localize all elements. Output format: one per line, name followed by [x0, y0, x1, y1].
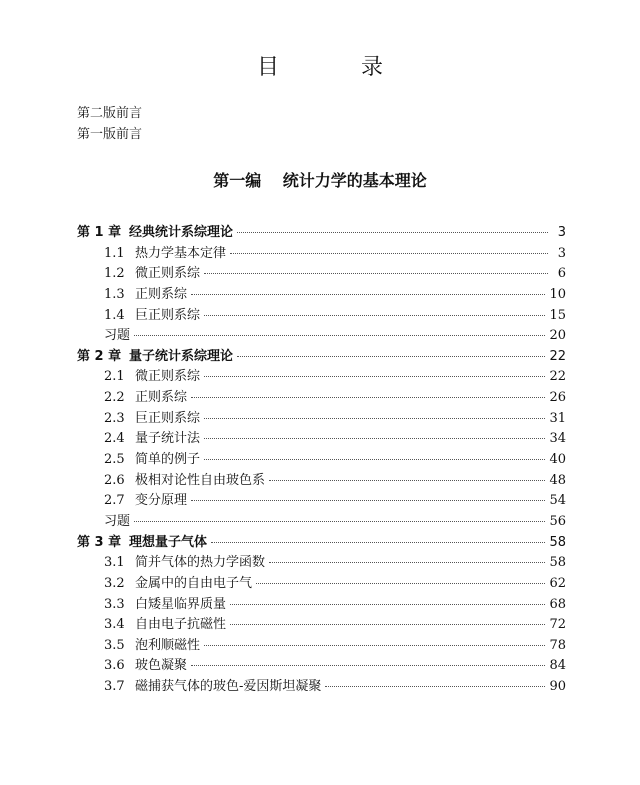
toc-entry-label: 习题 [104, 328, 131, 344]
toc-entry-label: 习题 [104, 513, 131, 529]
dot-leader [134, 334, 545, 336]
toc-section-row[interactable] [77, 242, 566, 263]
toc-entry-number: 2.4 [104, 431, 125, 447]
dot-leader [325, 685, 545, 687]
toc-entry-number: 3.5 [104, 637, 125, 653]
toc-entry-label: 泡利顺磁性 [135, 637, 201, 653]
dot-leader [204, 314, 545, 316]
toc-page-number: 78 [549, 637, 566, 653]
toc-entry-label: 自由电子抗磁性 [135, 617, 227, 633]
toc-entry-number: 1.2 [104, 266, 125, 282]
toc-page-number: 3 [557, 245, 566, 261]
dot-leader [256, 582, 545, 584]
page-title: 目 录 [256, 55, 413, 80]
toc-page-number: 22 [549, 348, 566, 364]
toc-entry-number: 3.1 [104, 555, 125, 571]
toc-entry-number: 3.3 [104, 596, 125, 612]
dot-leader [204, 417, 545, 419]
toc-page-number: 3 [557, 225, 566, 240]
toc-entry-number: 第 2 章 [77, 348, 122, 364]
toc-entry-label: 正则系综 [135, 286, 188, 302]
toc-page-number: 10 [549, 286, 566, 302]
toc-chapter-row[interactable] [77, 345, 566, 366]
table-of-contents [77, 221, 566, 696]
toc-entry-label: 量子统计法 [135, 431, 201, 447]
toc-entry-label: 金属中的自由电子气 [135, 575, 253, 591]
toc-section-row[interactable] [77, 283, 566, 304]
dot-leader [230, 623, 545, 625]
toc-section-row[interactable] [77, 489, 566, 510]
dot-leader [204, 437, 545, 439]
toc-entry-label: 热力学基本定律 [135, 245, 227, 261]
toc-page-number: 31 [549, 410, 566, 426]
dot-leader [204, 272, 548, 274]
preface-first-edition[interactable]: 第一版前言 [77, 127, 143, 142]
toc-section-row[interactable] [77, 407, 566, 428]
toc-section-row[interactable] [77, 469, 566, 490]
toc-entry-number: 1.3 [104, 286, 125, 302]
toc-entry-label: 理想量子气体 [129, 534, 208, 550]
toc-section-row[interactable] [77, 634, 566, 655]
toc-entry-number: 3.6 [104, 658, 125, 674]
toc-section-row[interactable] [77, 572, 566, 593]
dot-leader [204, 644, 545, 646]
dot-leader [230, 252, 548, 254]
toc-entry-label: 玻色凝聚 [135, 658, 188, 674]
toc-entry-label: 量子统计系综理论 [129, 348, 234, 364]
dot-leader [191, 293, 545, 295]
toc-entry-label: 磁捕获气体的玻色-爱因斯坦凝聚 [135, 679, 322, 695]
toc-entry-number: 第 3 章 [77, 534, 122, 550]
toc-page-number: 20 [549, 328, 566, 344]
toc-section-row[interactable] [77, 386, 566, 407]
toc-section-row[interactable] [77, 551, 566, 572]
toc-page-number: 62 [549, 575, 566, 591]
toc-entry-number: 第 1 章 [77, 225, 122, 240]
toc-section-row[interactable] [77, 304, 566, 325]
toc-page-number: 15 [549, 307, 566, 323]
toc-exercise-row[interactable] [77, 510, 566, 531]
toc-page-number: 84 [549, 658, 566, 674]
toc-exercise-row[interactable] [77, 324, 566, 345]
dot-leader [237, 355, 545, 357]
dot-leader [269, 479, 545, 481]
toc-page-number: 22 [549, 369, 566, 385]
toc-entry-number: 1.1 [104, 245, 125, 261]
toc-section-row[interactable] [77, 262, 566, 283]
toc-page-number: 90 [549, 679, 566, 695]
toc-entry-number: 2.1 [104, 369, 125, 385]
toc-page-number: 48 [549, 472, 566, 488]
toc-page-number: 6 [557, 266, 566, 282]
toc-entry-number: 2.5 [104, 452, 125, 468]
toc-section-row[interactable] [77, 654, 566, 675]
dot-leader [204, 375, 545, 377]
toc-entry-number: 3.4 [104, 617, 125, 633]
toc-entry-label: 微正则系综 [135, 266, 201, 282]
toc-page-number: 40 [549, 452, 566, 468]
toc-entry-number: 2.3 [104, 410, 125, 426]
toc-entry-label: 白矮星临界质量 [135, 596, 227, 612]
toc-section-row[interactable] [77, 365, 566, 386]
toc-page-number: 58 [549, 534, 566, 550]
toc-entry-label: 巨正则系综 [135, 307, 201, 323]
dot-leader [134, 520, 545, 522]
toc-section-row[interactable] [77, 593, 566, 614]
toc-entry-label: 微正则系综 [135, 369, 201, 385]
toc-entry-number: 2.6 [104, 472, 125, 488]
toc-entry-label: 简单的例子 [135, 452, 201, 468]
toc-chapter-row[interactable] [77, 221, 566, 242]
toc-chapter-row[interactable] [77, 531, 566, 552]
toc-page-number: 58 [549, 555, 566, 571]
toc-section-row[interactable] [77, 448, 566, 469]
dot-leader [204, 458, 545, 460]
toc-entry-label: 巨正则系综 [135, 410, 201, 426]
toc-section-row[interactable] [77, 675, 566, 696]
preface-second-edition[interactable]: 第二版前言 [77, 106, 143, 121]
toc-entry-number: 1.4 [104, 307, 125, 323]
dot-leader [191, 499, 545, 501]
toc-entry-number: 2.7 [104, 493, 125, 509]
toc-entry-number: 2.2 [104, 390, 125, 406]
toc-entry-label: 正则系综 [135, 390, 188, 406]
toc-page-number: 26 [549, 390, 566, 406]
part-title: 第一编 统计力学的基本理论 [213, 171, 427, 190]
toc-page-number: 68 [549, 596, 566, 612]
toc-entry-label: 极相对论性自由玻色系 [135, 472, 266, 488]
toc-page-number: 56 [549, 513, 566, 529]
toc-entry-number: 3.7 [104, 679, 125, 695]
toc-page-number: 34 [549, 431, 566, 447]
dot-leader [191, 396, 545, 398]
toc-section-row[interactable] [77, 613, 566, 634]
dot-leader [230, 603, 545, 605]
toc-entry-label: 简并气体的热力学函数 [135, 555, 266, 571]
preface-list [77, 103, 142, 145]
toc-entry-label: 变分原理 [135, 493, 188, 509]
toc-page-number: 54 [549, 493, 566, 509]
dot-leader [269, 561, 545, 563]
dot-leader [191, 664, 545, 666]
toc-entry-number: 3.2 [104, 575, 125, 591]
toc-section-row[interactable] [77, 427, 566, 448]
toc-entry-label: 经典统计系综理论 [129, 225, 234, 240]
toc-page-number: 72 [549, 617, 566, 633]
dot-leader [237, 231, 548, 233]
dot-leader [211, 541, 545, 543]
